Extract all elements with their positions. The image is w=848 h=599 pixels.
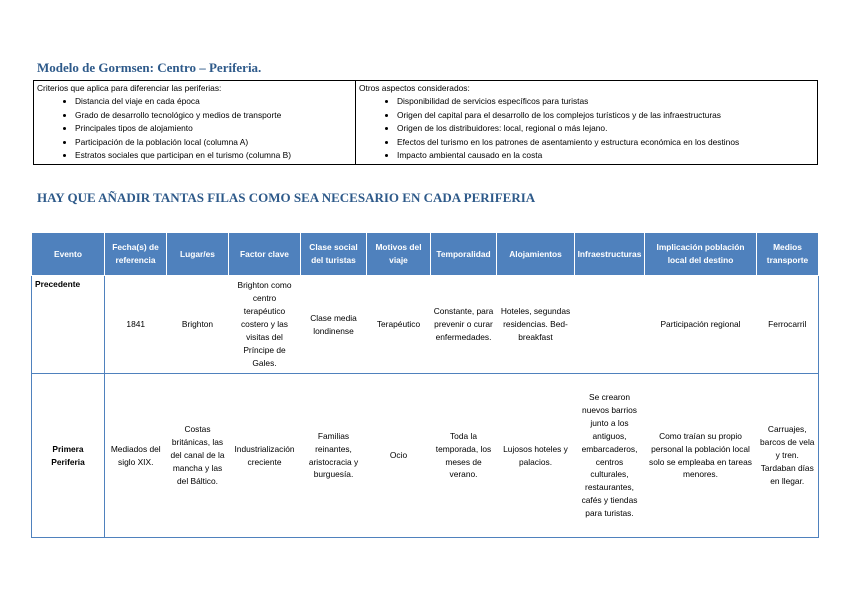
criteria-left-heading: Criterios que aplica para diferenciar las periferias: (37, 83, 222, 93)
list-item: • Origen del capital para el desarrollo de los complejos turísticos y de las infraestructuras (397, 109, 814, 122)
cell-clase: Clase media londinense (301, 276, 367, 374)
section-heading: HAY QUE AÑADIR TANTAS FILAS COMO SEA NECESARIO EN CADA PERIFERIA (37, 190, 536, 205)
cell-infraestructuras: Se crearon nuevos barrios junto a los antiguos, embarcaderos, centros culturales, restaurantes, cafés y tiendas para turistas. (575, 374, 645, 538)
list-item: • Origen de los distribuidores: local, regional o más lejano. (397, 122, 814, 135)
criteria-right-cell (356, 81, 818, 165)
column-header-medios: Medios transporte (757, 233, 819, 276)
criteria-box (33, 80, 818, 165)
list-item: • Participación de la población local (columna A) (75, 136, 352, 149)
list-item: • Disponibilidad de servicios específicos para turistas (397, 95, 814, 108)
cell-evento: Precedente (32, 276, 105, 374)
list-item: • Principales tipos de alojamiento (75, 122, 352, 135)
cell-temporalidad: Toda la temporada, los meses de verano. (431, 374, 497, 538)
cell-clase: Familias reinantes, aristocracia y burguesía. (301, 374, 367, 538)
cell-lugar: Costas británicas, las del canal de la mancha y las del Báltico. (167, 374, 229, 538)
column-header-clase: Clase social del turistas (301, 233, 367, 276)
cell-medios: Ferrocarril (757, 276, 819, 374)
cell-implicacion: Participación regional (645, 276, 757, 374)
cell-alojamientos: Hoteles, segundas residencias. Bed-breakfast (497, 276, 575, 374)
cell-temporalidad: Constante, para prevenir o curar enfermedades. (431, 276, 497, 374)
cell-motivos: Terapéutico (367, 276, 431, 374)
list-item: • Grado de desarrollo tecnológico y medios de transporte (75, 109, 352, 122)
column-header-alojamientos: Alojamientos (497, 233, 575, 276)
column-header-lugar: Lugar/es (167, 233, 229, 276)
cell-factor: Industrialización creciente (229, 374, 301, 538)
cell-medios: Carruajes, barcos de vela y tren. Tardaban días en llegar. (757, 374, 819, 538)
list-item: • Impacto ambiental causado en la costa (397, 149, 814, 162)
cell-fecha: Mediados del siglo XIX. (105, 374, 167, 538)
column-header-motivos: Motivos del viaje (367, 233, 431, 276)
cell-evento: Primera Periferia (32, 374, 105, 538)
table-row (32, 276, 819, 374)
column-header-implicacion: Implicación población local del destino (645, 233, 757, 276)
column-header-infraestructuras: Infraestructuras (575, 233, 645, 276)
cell-motivos: Ocio (367, 374, 431, 538)
cell-infraestructuras (575, 276, 645, 374)
list-item: • Estratos sociales que participan en el turismo (columna B) (75, 149, 352, 162)
column-header-factor: Factor clave (229, 233, 301, 276)
column-header-temporalidad: Temporalidad (431, 233, 497, 276)
cell-alojamientos: Lujosos hoteles y palacios. (497, 374, 575, 538)
column-header-evento: Evento (32, 233, 105, 276)
criteria-left-list (37, 95, 352, 162)
cell-lugar: Brighton (167, 276, 229, 374)
list-item: • Distancia del viaje en cada época (75, 95, 352, 108)
criteria-left-cell (34, 81, 356, 165)
criteria-right-heading: Otros aspectos considerados: (359, 83, 470, 93)
table-row (32, 374, 819, 538)
page-title: Modelo de Gormsen: Centro – Periferia. (37, 60, 262, 75)
column-header-fecha: Fecha(s) de referencia (105, 233, 167, 276)
periphery-table (31, 232, 819, 538)
criteria-right-list (359, 95, 814, 162)
cell-implicacion: Como traían su propio personal la población local solo se empleaba en tareas menores. (645, 374, 757, 538)
list-item: • Efectos del turismo en los patrones de asentamiento y estructura económica en los destinos (397, 136, 814, 149)
cell-factor: Brighton como centro terapéutico costero y las visitas del Príncipe de Gales. (229, 276, 301, 374)
table-header-row (32, 233, 819, 276)
cell-fecha: 1841 (105, 276, 167, 374)
